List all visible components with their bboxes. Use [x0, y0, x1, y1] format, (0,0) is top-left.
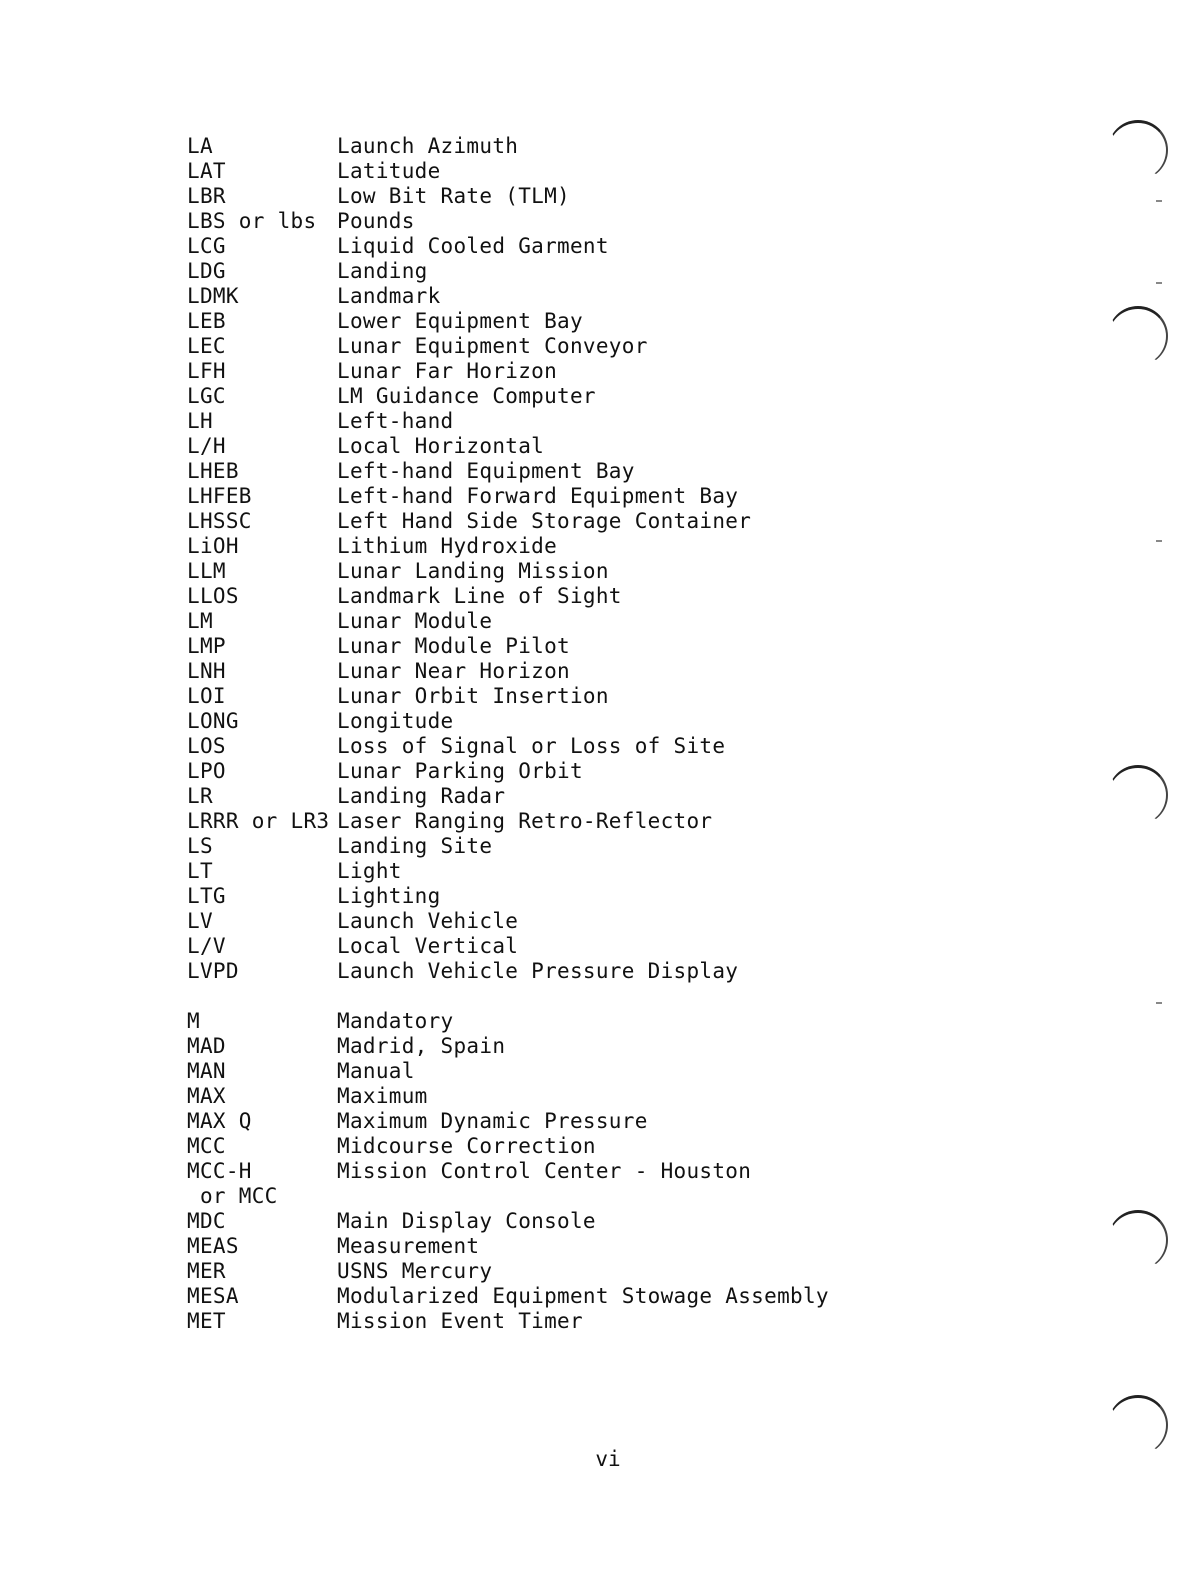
entry-definition: Landmark Line of Sight	[337, 584, 622, 608]
glossary-entry	[187, 334, 867, 359]
glossary-entry	[187, 1059, 867, 1084]
entry-definition: Lunar Parking Orbit	[337, 759, 583, 783]
binder-hole	[1108, 765, 1168, 825]
glossary-entry	[187, 759, 867, 784]
entry-abbreviation: LM	[187, 609, 213, 633]
entry-abbreviation: MET	[187, 1308, 226, 1333]
glossary-entry	[187, 609, 867, 634]
glossary-entry	[187, 559, 867, 584]
glossary-entry	[187, 1309, 867, 1334]
glossary-entry	[187, 734, 867, 759]
glossary-entry	[187, 409, 867, 434]
entry-abbreviation: LBS or lbs	[187, 209, 317, 233]
entry-definition: Launch Azimuth	[337, 134, 519, 158]
entry-definition: Lithium Hydroxide	[337, 534, 558, 558]
entry-definition: Measurement	[337, 1233, 480, 1258]
entry-definition: Pounds	[337, 209, 415, 233]
entry-definition: USNS Mercury	[337, 1258, 493, 1283]
scan-mark	[1156, 540, 1162, 542]
glossary-entry	[187, 1134, 867, 1159]
entry-abbreviation: LHEB	[187, 459, 239, 483]
glossary-entry	[187, 484, 867, 509]
glossary-entry	[187, 1234, 867, 1259]
entry-abbreviation: LHFEB	[187, 484, 252, 508]
page-number: vi	[595, 1447, 621, 1471]
glossary-entry	[187, 134, 867, 159]
entry-abbreviation: LLM	[187, 559, 226, 583]
entry-abbreviation: LiOH	[187, 534, 239, 558]
abbreviation-glossary	[187, 134, 867, 1334]
entry-abbreviation: LT	[187, 859, 213, 883]
glossary-entry	[187, 359, 867, 384]
glossary-entry	[187, 259, 867, 284]
glossary-entry	[187, 384, 867, 409]
entry-abbreviation: LFH	[187, 359, 226, 383]
entry-definition: Laser Ranging Retro-Reflector	[337, 809, 713, 833]
entry-abbreviation: MAX	[187, 1083, 226, 1108]
scan-mark	[1156, 1002, 1162, 1004]
glossary-entry	[187, 1109, 867, 1134]
binder-hole	[1108, 120, 1168, 180]
entry-definition: Loss of Signal or Loss of Site	[337, 734, 726, 758]
scan-mark	[1156, 200, 1162, 202]
scan-mark	[1156, 282, 1162, 284]
glossary-entry	[187, 1259, 867, 1284]
entry-abbreviation: MAX Q	[187, 1108, 252, 1133]
glossary-entry	[187, 809, 867, 834]
entry-abbreviation: LBR	[187, 184, 226, 208]
entry-definition: LM Guidance Computer	[337, 384, 596, 408]
entry-definition: Main Display Console	[337, 1208, 596, 1233]
entry-abbreviation: LA	[187, 134, 213, 158]
glossary-entry	[187, 234, 867, 259]
glossary-entry	[187, 884, 867, 909]
glossary-entry	[187, 1159, 867, 1184]
entry-definition: Left-hand Equipment Bay	[337, 459, 635, 483]
entry-abbreviation: LTG	[187, 884, 226, 908]
entry-abbreviation: or MCC	[187, 1183, 278, 1208]
entry-definition: Low Bit Rate (TLM)	[337, 184, 570, 208]
entry-definition: Lighting	[337, 884, 441, 908]
entry-definition: Lunar Far Horizon	[337, 359, 558, 383]
glossary-entry	[187, 584, 867, 609]
entry-abbreviation: MAN	[187, 1058, 226, 1083]
glossary-entry	[187, 159, 867, 184]
entry-abbreviation: MDC	[187, 1208, 226, 1233]
entry-definition: Local Horizontal	[337, 434, 545, 458]
entry-definition: Left-hand	[337, 409, 454, 433]
glossary-entry	[187, 1184, 867, 1209]
entry-abbreviation: MCC	[187, 1133, 226, 1158]
glossary-entry	[187, 934, 867, 959]
glossary-entry	[187, 684, 867, 709]
entry-definition: Latitude	[337, 159, 441, 183]
glossary-entry	[187, 509, 867, 534]
entry-definition: Left Hand Side Storage Container	[337, 509, 752, 533]
entry-abbreviation: LONG	[187, 709, 239, 733]
entry-abbreviation: LDG	[187, 259, 226, 283]
entry-definition: Mission Control Center - Houston	[337, 1158, 752, 1183]
glossary-entry	[187, 534, 867, 559]
entry-abbreviation: LH	[187, 409, 213, 433]
glossary-entry	[187, 459, 867, 484]
entry-definition: Local Vertical	[337, 934, 519, 958]
entry-definition: Landing Site	[337, 834, 493, 858]
entry-abbreviation: LOS	[187, 734, 226, 758]
entry-abbreviation: MER	[187, 1258, 226, 1283]
entry-definition: Lunar Near Horizon	[337, 659, 570, 683]
glossary-entry	[187, 859, 867, 884]
entry-abbreviation: MESA	[187, 1283, 239, 1308]
entry-abbreviation: LCG	[187, 234, 226, 258]
glossary-entry	[187, 309, 867, 334]
entry-definition: Landmark	[337, 284, 441, 308]
entry-definition: Light	[337, 859, 402, 883]
entry-abbreviation: LPO	[187, 759, 226, 783]
glossary-entry	[187, 1209, 867, 1234]
entry-definition: Lunar Equipment Conveyor	[337, 334, 648, 358]
section-l	[187, 134, 867, 984]
entry-abbreviation: LGC	[187, 384, 226, 408]
glossary-entry	[187, 909, 867, 934]
entry-abbreviation: MEAS	[187, 1233, 239, 1258]
entry-definition: Maximum	[337, 1083, 428, 1108]
entry-abbreviation: LEC	[187, 334, 226, 358]
binder-hole	[1108, 1210, 1168, 1270]
entry-definition: Liquid Cooled Garment	[337, 234, 609, 258]
entry-abbreviation: LDMK	[187, 284, 239, 308]
entry-definition: Launch Vehicle Pressure Display	[337, 959, 739, 983]
entry-abbreviation: L/H	[187, 434, 226, 458]
entry-abbreviation: MAD	[187, 1033, 226, 1058]
glossary-entry	[187, 959, 867, 984]
glossary-entry	[187, 434, 867, 459]
entry-definition: Launch Vehicle	[337, 909, 519, 933]
glossary-entry	[187, 209, 867, 234]
binder-hole	[1108, 1395, 1168, 1455]
entry-definition: Lunar Module	[337, 609, 493, 633]
entry-abbreviation: LVPD	[187, 959, 239, 983]
glossary-entry	[187, 1009, 867, 1034]
glossary-entry	[187, 659, 867, 684]
entry-abbreviation: MCC-H	[187, 1158, 252, 1183]
entry-abbreviation: LLOS	[187, 584, 239, 608]
entry-definition: Modularized Equipment Stowage Assembly	[337, 1283, 829, 1308]
glossary-entry	[187, 1284, 867, 1309]
glossary-entry	[187, 634, 867, 659]
glossary-entry	[187, 1084, 867, 1109]
glossary-entry	[187, 184, 867, 209]
glossary-entry	[187, 784, 867, 809]
glossary-entry	[187, 1034, 867, 1059]
glossary-entry	[187, 284, 867, 309]
entry-abbreviation: LS	[187, 834, 213, 858]
binder-hole	[1108, 306, 1168, 366]
entry-abbreviation: LEB	[187, 309, 226, 333]
entry-abbreviation: LMP	[187, 634, 226, 658]
entry-abbreviation: LOI	[187, 684, 226, 708]
entry-abbreviation: LHSSC	[187, 509, 252, 533]
entry-definition: Lower Equipment Bay	[337, 309, 583, 333]
entry-definition: Landing	[337, 259, 428, 283]
entry-abbreviation: LAT	[187, 159, 226, 183]
entry-definition: Mandatory	[337, 1008, 454, 1033]
entry-definition: Lunar Landing Mission	[337, 559, 609, 583]
entry-definition: Manual	[337, 1058, 415, 1083]
entry-abbreviation: L/V	[187, 934, 226, 958]
section-m	[187, 1009, 867, 1334]
entry-definition: Lunar Orbit Insertion	[337, 684, 609, 708]
glossary-entry	[187, 834, 867, 859]
entry-abbreviation: LNH	[187, 659, 226, 683]
entry-definition: Longitude	[337, 709, 454, 733]
entry-abbreviation: M	[187, 1008, 200, 1033]
entry-abbreviation: LR	[187, 784, 213, 808]
entry-definition: Maximum Dynamic Pressure	[337, 1108, 648, 1133]
entry-abbreviation: LV	[187, 909, 213, 933]
entry-definition: Lunar Module Pilot	[337, 634, 570, 658]
entry-definition: Mission Event Timer	[337, 1308, 583, 1333]
entry-definition: Left-hand Forward Equipment Bay	[337, 484, 739, 508]
glossary-entry	[187, 709, 867, 734]
entry-definition: Landing Radar	[337, 784, 506, 808]
entry-definition: Madrid, Spain	[337, 1033, 506, 1058]
entry-definition: Midcourse Correction	[337, 1133, 596, 1158]
entry-abbreviation: LRRR or LR3	[187, 809, 330, 833]
